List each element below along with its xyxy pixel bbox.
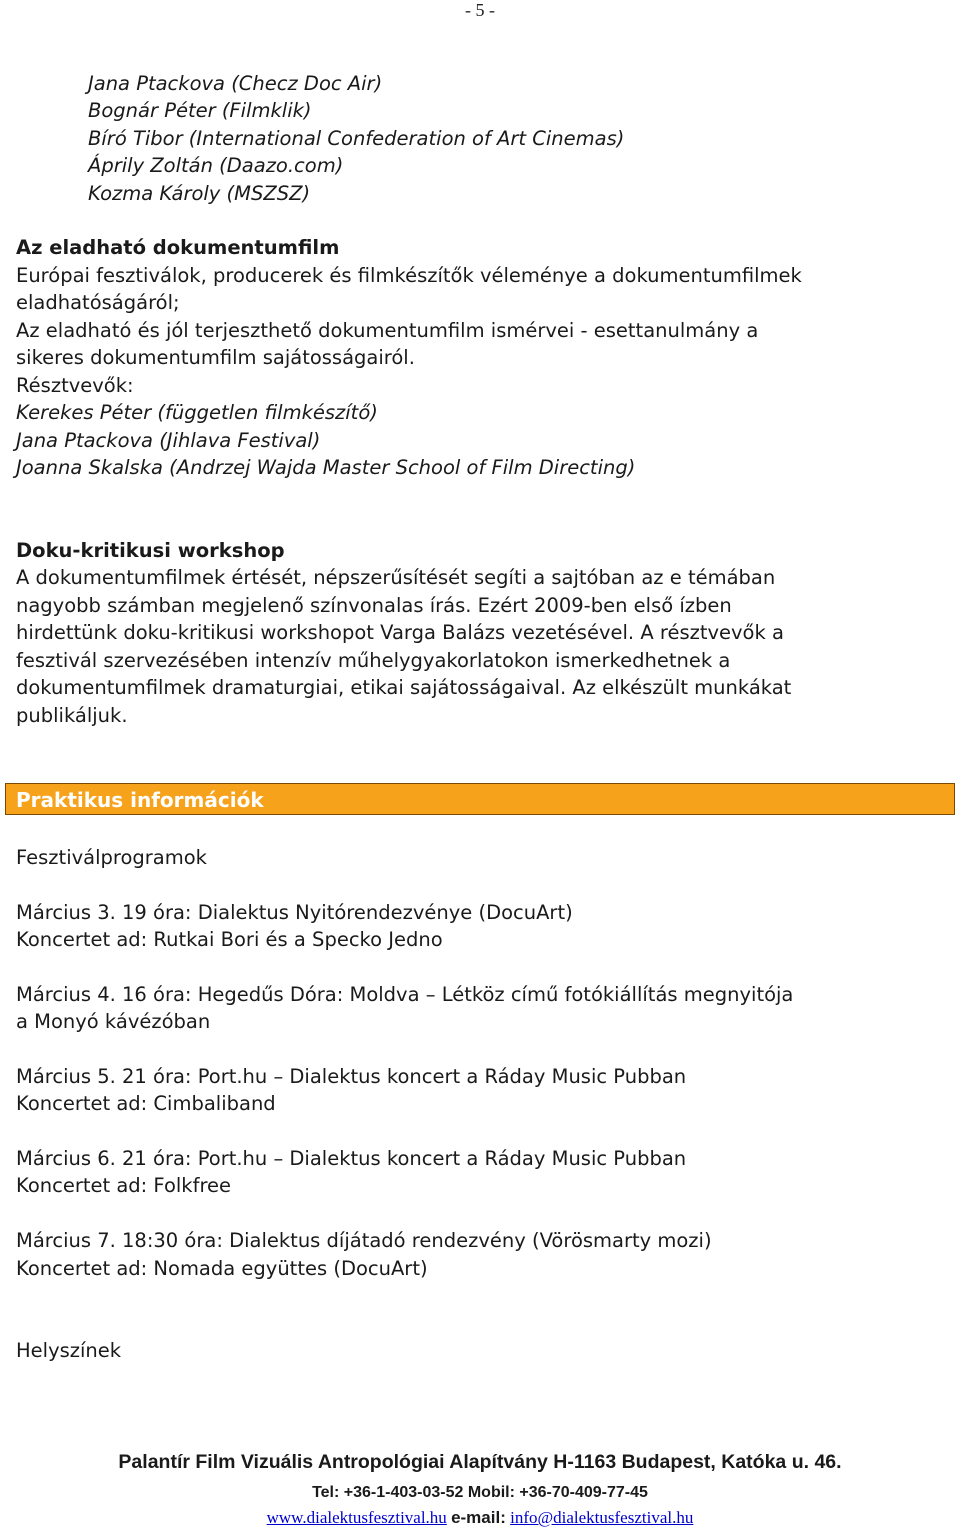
participant-line: Bognár Péter (Filmklik) <box>88 99 312 122</box>
event-line: Március 5. 21 óra: Port.hu – Dialektus koncert a Ráday Music Pubban <box>16 1065 687 1088</box>
event-line: a Monyó kávézóban <box>16 1010 211 1033</box>
participant-line: Jana Ptackova (Checz Doc Air) <box>88 72 383 95</box>
panel-title: Az eladható dokumentumfilm <box>16 236 340 259</box>
event-line: Március 7. 18:30 óra: Dialektus díjátadó rendezvény (Vörösmarty mozi) <box>16 1229 712 1252</box>
panel-body-line: Európai fesztiválok, producerek és filmkészítők véleménye a dokumentumfilmek <box>16 264 802 287</box>
event-line: Március 6. 21 óra: Port.hu – Dialektus koncert a Ráday Music Pubban <box>16 1147 687 1170</box>
venues-label: Helyszínek <box>16 1339 122 1362</box>
workshop-body-line: dokumentumfilmek dramaturgiai, etikai sajátosságaival. Az elkészült munkákat <box>16 676 792 699</box>
participant-line: Bíró Tibor (International Confederation of Art Cinemas) <box>88 127 625 150</box>
practical-info-heading-bar <box>5 783 955 815</box>
panel-body-line: eladhatóságáról; <box>16 291 180 314</box>
participants-label: Résztvevők: <box>16 374 134 397</box>
footer-phone: Tel: +36-1-403-03-52 Mobil: +36-70-409-77-45 <box>312 1484 648 1501</box>
event-line: Koncertet ad: Nomada együttes (DocuArt) <box>16 1257 428 1280</box>
event-line: Március 4. 16 óra: Hegedűs Dóra: Moldva – Létköz című fotókiállítás megnyitója <box>16 983 794 1006</box>
workshop-body-line: publikáljuk. <box>16 704 128 727</box>
workshop-body-line: hirdettünk doku-kritikusi workshopot Varga Balázs vezetésével. A résztvevők a <box>16 621 784 644</box>
event-line: Március 3. 19 óra: Dialektus Nyitórendezvénye (DocuArt) <box>16 901 573 924</box>
email-link[interactable]: info@dialektusfesztival.hu <box>510 1508 694 1527</box>
event-line: Koncertet ad: Folkfree <box>16 1174 232 1197</box>
event-line: Koncertet ad: Rutkai Bori és a Specko Jedno <box>16 928 443 951</box>
event-line: Koncertet ad: Cimbaliband <box>16 1092 276 1115</box>
website-link[interactable]: www.dialektusfesztival.hu <box>266 1508 447 1527</box>
participant-line: Áprily Zoltán (Daazo.com) <box>88 154 344 177</box>
footer-organization: Palantír Film Vizuális Antropológiai Alapítvány H-1163 Budapest, Katóka u. 46. <box>118 1451 842 1473</box>
email-label: e-mail: <box>451 1508 506 1527</box>
panel-body-line: sikeres dokumentumfilm sajátosságairól. <box>16 346 415 369</box>
programs-label: Fesztiválprogramok <box>16 846 207 869</box>
participant-line: Jana Ptackova (Jihlava Festival) <box>16 429 321 452</box>
footer-contact <box>0 1508 960 1528</box>
page-number: - 5 - <box>465 0 495 20</box>
participant-line: Kerekes Péter (független filmkészítő) <box>16 401 378 424</box>
workshop-title: Doku-kritikusi workshop <box>16 539 285 562</box>
participant-line: Joanna Skalska (Andrzej Wajda Master School of Film Directing) <box>16 456 636 479</box>
workshop-body-line: A dokumentumfilmek értését, népszerűsítését segíti a sajtóban az e témában <box>16 566 776 589</box>
workshop-body-line: fesztivál szervezésében intenzív műhelygyakorlatokon ismerkedhetnek a <box>16 649 731 672</box>
practical-info-heading: Praktikus információk <box>16 788 264 812</box>
workshop-body-line: nagyobb számban megjelenő színvonalas írás. Ezért 2009-ben első ízben <box>16 594 732 617</box>
participant-line: Kozma Károly (MSZSZ) <box>88 182 311 205</box>
panel-body-line: Az eladható és jól terjeszthető dokumentumfilm ismérvei - esettanulmány a <box>16 319 759 342</box>
